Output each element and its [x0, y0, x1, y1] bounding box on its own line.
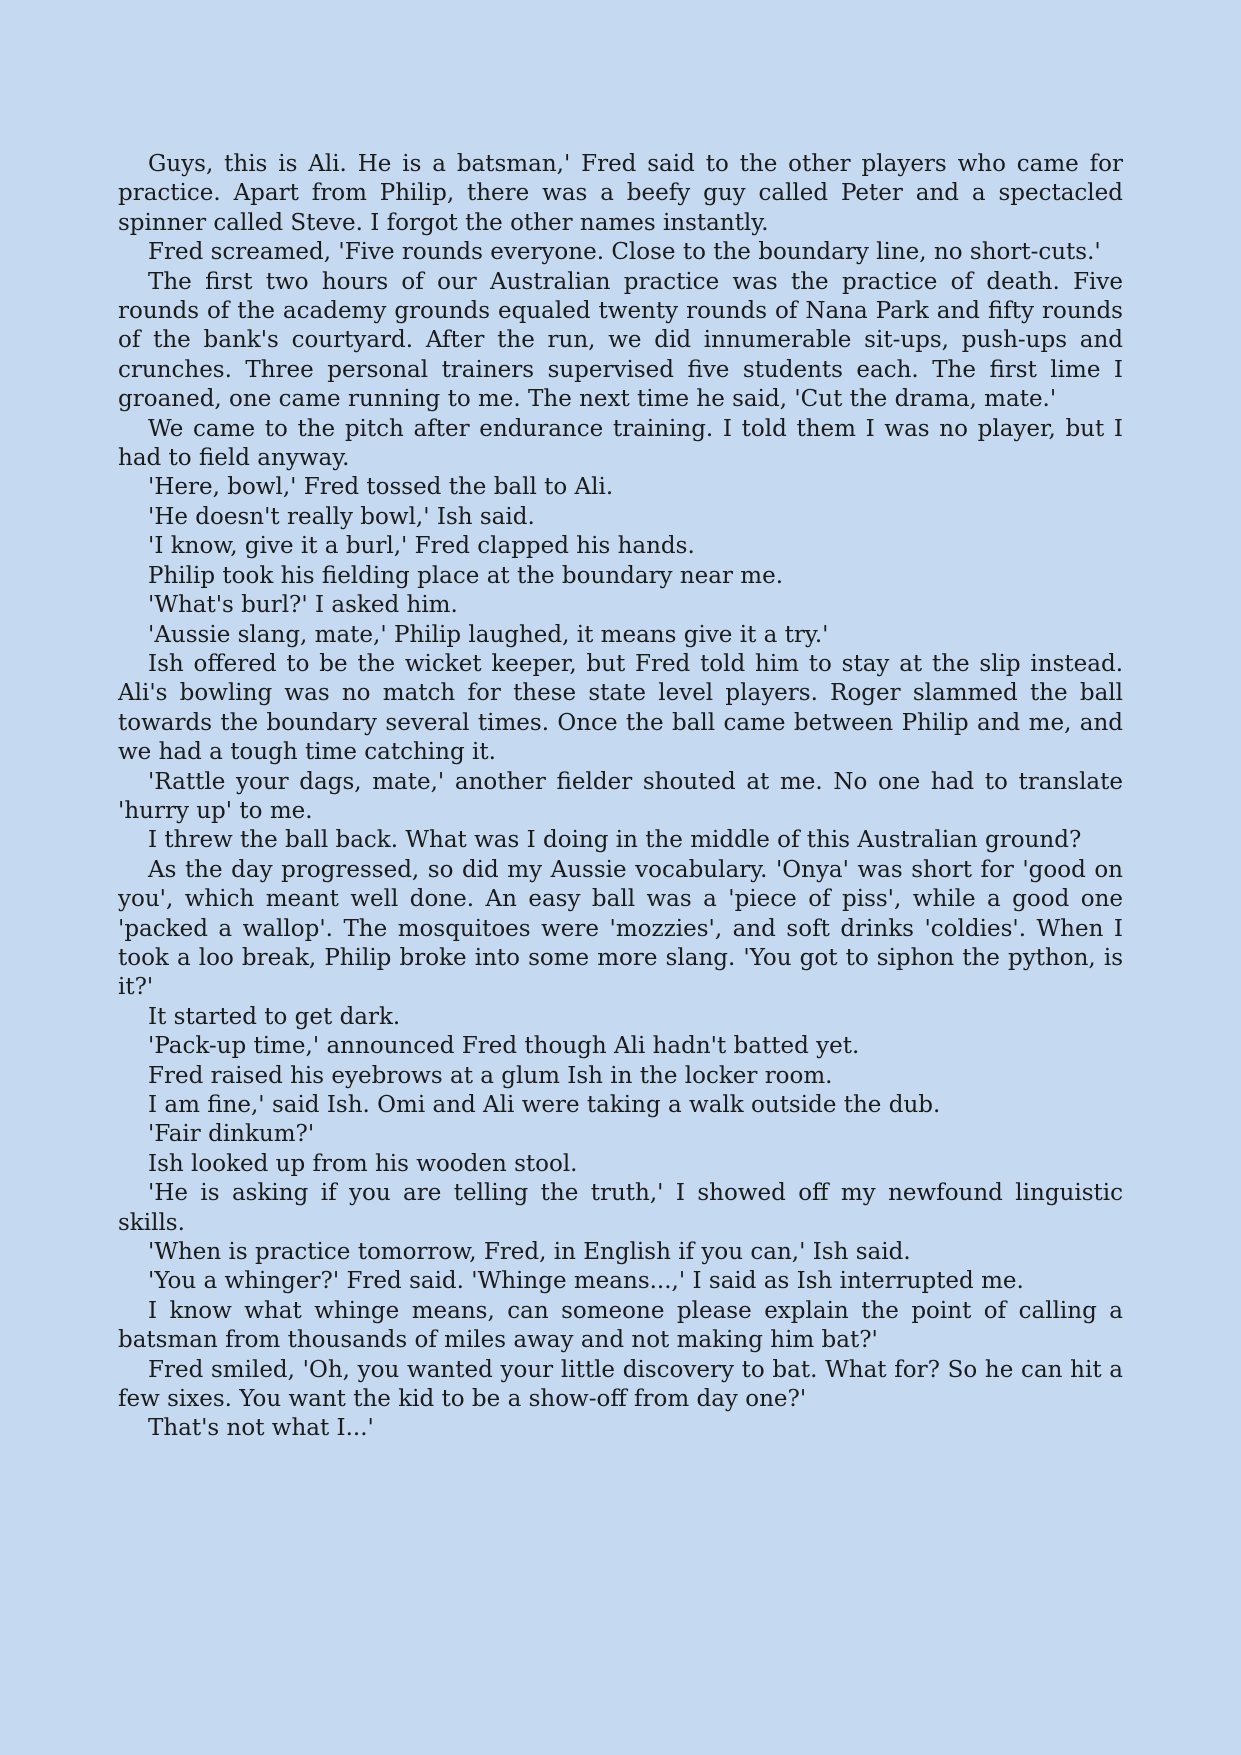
paragraph: Fred raised his eyebrows at a glum Ish in the locker room. [148, 1062, 833, 1089]
paragraph: It started to get dark. [148, 1003, 401, 1030]
paragraph: 'Rattle your dags, mate,' another fielder shouted at me. No one had to translate 'hurry up' to me. [118, 768, 1123, 824]
paragraph: Ish offered to be the wicket keeper, but Fred told him to stay at the slip instead. Ali's bowling was no match for these state level players. Roger slammed the ball towards the boundary several times. Once the ball came between Philip and me, and we had a tough time catching it. [118, 650, 1123, 766]
paragraph: 'He doesn't really bowl,' Ish said. [148, 503, 535, 530]
paragraph: I know what whinge means, can someone please explain the point of calling a batsman from thousands of miles away and not making him bat?' [118, 1297, 1123, 1354]
paragraph: 'He is asking if you are telling the truth,' I showed off my newfound linguistic skills. [118, 1180, 1123, 1236]
paragraph: Fred smiled, 'Oh, you wanted your little discovery to bat. What for? So he can hit a few sixes. You want the kid to be a show-off from day one?' [118, 1356, 1123, 1413]
paragraph: Fred screamed, 'Five rounds everyone. Close to the boundary line, no short-cuts.' [148, 239, 1101, 266]
paragraph: 'Fair dinkum?' [148, 1121, 315, 1148]
paragraph: 'I know, give it a burl,' Fred clapped his hands. [148, 533, 695, 560]
paragraph: The first two hours of our Australian practice was the practice of death. Five rounds of the academy grounds equaled twenty rounds of Nana Park and fifty rounds of the bank's courtyard. After the run, we did innumerable sit-ups, push-ups and crunches. Three personal trainers supervised five students each. The first lime I groaned, one came running to me. The next time he said, 'Cut the drama, mate.' [118, 268, 1123, 413]
paragraph: 'When is practice tomorrow, Fred, in English if you can,' Ish said. [148, 1239, 911, 1266]
paragraph: Guys, this is Ali. He is a batsman,' Fred said to the other players who came for practice. Apart from Philip, there was a beefy guy called Peter and a spectacled spinner called Steve. I forgot the other names instantly. [118, 151, 1123, 236]
paragraph: 'Pack-up time,' announced Fred though Ali hadn't batted yet. [148, 1033, 860, 1060]
paragraph: We came to the pitch after endurance training. I told them I was no player, but I had to field anyway. [118, 415, 1123, 472]
paragraph: Ish looked up from his wooden stool. [148, 1150, 578, 1177]
paragraph: 'What's burl?' I asked him. [148, 592, 458, 619]
paragraph: I am fine,' said Ish. Omi and Ali were taking a walk outside the dub. [148, 1092, 941, 1118]
paragraph: 'Aussie slang, mate,' Philip laughed, it means give it a try.' [148, 621, 829, 648]
paragraph: As the day progressed, so did my Aussie vocabulary. 'Onya' was short for 'good on you', which meant well done. An easy ball was a 'piece of piss', while a good one 'packed a wallop'. The mosquitoes were 'mozzies', and soft drinks 'coldies'. When I took a loo break, Philip broke into some more slang. 'You got to siphon the python, is it?' [118, 856, 1123, 1001]
paragraph: I threw the ball back. What was I doing in the middle of this Australian ground? [148, 827, 1082, 854]
paragraph: Philip took his fielding place at the boundary near me. [148, 562, 784, 589]
paragraph: That's not what I...' [148, 1415, 374, 1442]
paragraph: 'You a whinger?' Fred said. 'Whinge means...,' I said as Ish interrupted me. [148, 1268, 1024, 1295]
document-page [118, 150, 1123, 1444]
paragraph: 'Here, bowl,' Fred tossed the ball to Ali. [148, 474, 614, 501]
